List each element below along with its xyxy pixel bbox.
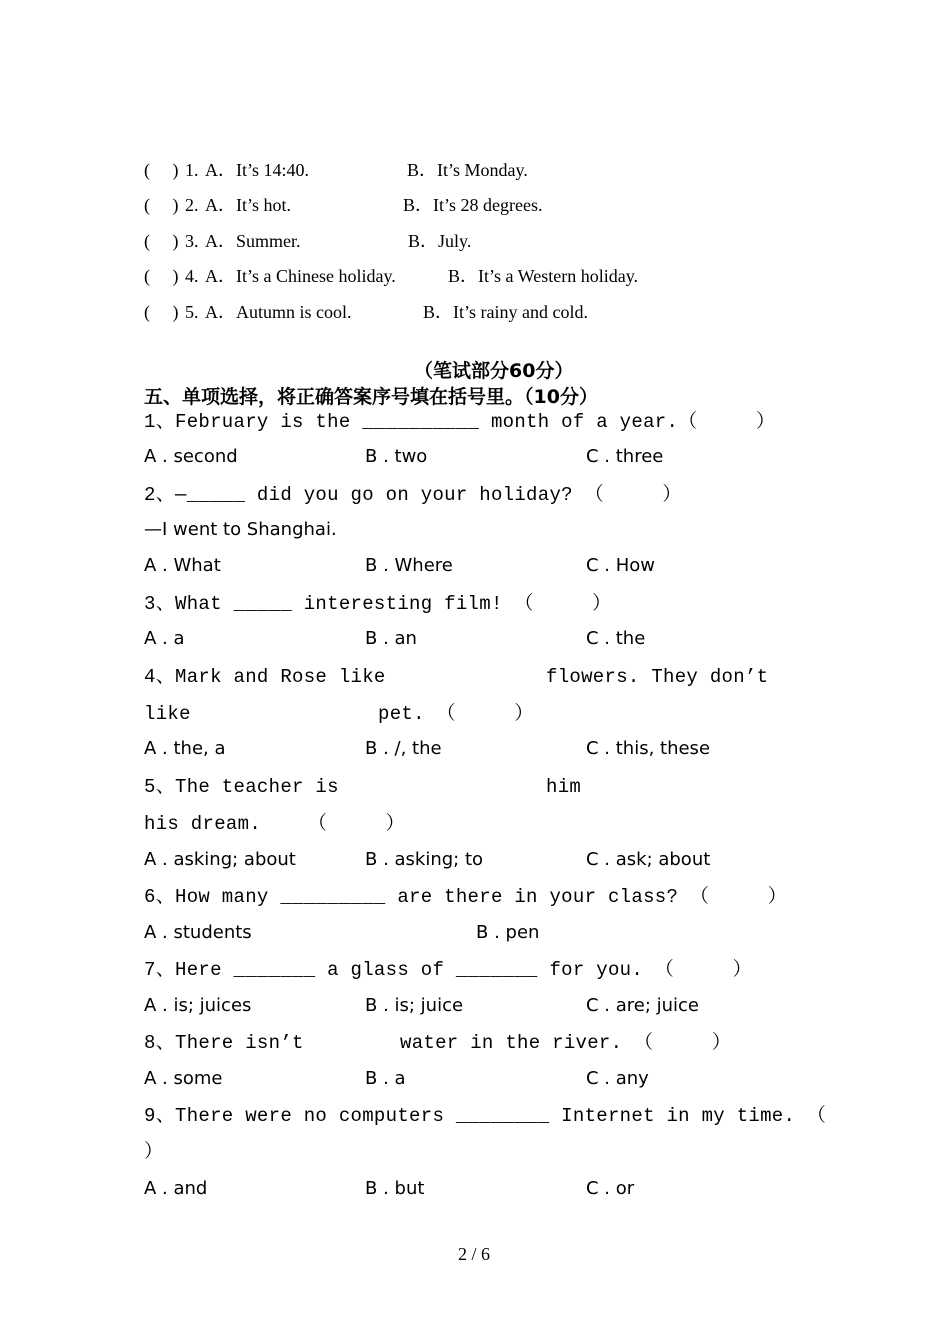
q4-option-a: A . the, a [144, 738, 226, 759]
q9-option-c: C . or [586, 1178, 635, 1199]
listening-number-5: 5. [185, 302, 199, 322]
listening-option-a-1: A．It’s 14:40. [205, 160, 310, 180]
listening-number-3: 3. [185, 231, 199, 251]
q3-option-a: A . a [144, 628, 185, 649]
listening-option-b-5: B．It’s rainy and cold. [423, 302, 588, 322]
question-5-part-1: 5、The teacher is [144, 776, 339, 798]
q4-option-c: C . this, these [586, 738, 711, 759]
q2-option-a: A . What [144, 555, 221, 576]
page-number: 2 / 6 [458, 1244, 491, 1264]
listening-option-b-3: B．July. [408, 231, 472, 251]
question-4-line-2-part-2: pet. （ ） [378, 703, 534, 725]
q8-option-a: A . some [144, 1068, 223, 1089]
q2-option-b: B . Where [365, 555, 453, 576]
question-7: 7、Here _______ a glass of _______ for you. （ ） [144, 959, 752, 981]
q4-option-b: B . /, the [365, 738, 442, 759]
listening-blank-5: ( ) [144, 302, 179, 322]
question-9: 9、There were no computers ________ Internet in my time. （ [144, 1105, 827, 1127]
q3-option-b: B . an [365, 628, 417, 649]
question-8-part-1: 8、There isn’t [144, 1032, 304, 1054]
listening-number-1: 1. [185, 160, 199, 180]
listening-option-a-2: A．It’s hot. [205, 195, 292, 215]
question-6: 6、How many _________ are there in your class? （ ） [144, 886, 787, 908]
q5-option-c: C . ask; about [586, 849, 711, 870]
q3-option-c: C . the [586, 628, 646, 649]
q5-option-a: A . asking; about [144, 849, 296, 870]
question-1: 1、February is the __________ month of a year.（ ） [144, 411, 776, 433]
q6-option-a: A . students [144, 922, 252, 943]
listening-number-2: 2. [185, 195, 199, 215]
listening-number-4: 4. [185, 266, 199, 286]
q9-option-b: B . but [365, 1178, 425, 1199]
q8-option-b: B . a [365, 1068, 406, 1089]
question-4-part-2: flowers. They don’t [546, 666, 769, 688]
listening-option-a-3: A．Summer. [205, 231, 301, 251]
listening-option-b-4: B．It’s a Western holiday. [448, 266, 639, 286]
q7-option-b: B . is; juice [365, 995, 464, 1016]
listening-option-b-2: B．It’s 28 degrees. [403, 195, 543, 215]
listening-option-b-1: B．It’s Monday. [407, 160, 528, 180]
listening-option-a-5: A．Autumn is cool. [205, 302, 352, 322]
question-5-part-2: him [546, 776, 582, 798]
question-2: 2、—_____ did you go on your holiday? （ ） [144, 484, 682, 506]
question-3: 3、What _____ interesting film! （ ） [144, 593, 612, 615]
question-9-line-2: ） [144, 1141, 164, 1163]
listening-blank-2: ( ) [144, 195, 179, 215]
question-4-part-1: 4、Mark and Rose like [144, 666, 386, 688]
listening-blank-4: ( ) [144, 266, 179, 286]
q8-option-c: C . any [586, 1068, 649, 1089]
q1-option-c: C . three [586, 446, 664, 467]
q7-option-c: C . are; juice [586, 995, 700, 1016]
question-8-part-2: water in the river. （ ） [400, 1032, 732, 1054]
section-five-title: 五、单项选择，将正确答案序号填在括号里。（10分） [144, 386, 598, 408]
question-4-line-2-part-1: like [144, 703, 191, 725]
listening-option-a-4: A．It’s a Chinese holiday. [205, 266, 396, 286]
q7-option-a: A . is; juices [144, 995, 252, 1016]
listening-blank-1: ( ) [144, 160, 179, 180]
q1-option-b: B . two [365, 446, 428, 467]
question-2-answer-line: —I went to Shanghai. [144, 519, 337, 540]
listening-blank-3: ( ) [144, 231, 179, 251]
question-5-line-2: his dream. （ ） [144, 813, 405, 835]
q1-option-a: A . second [144, 446, 238, 467]
q2-option-c: C . How [586, 555, 656, 576]
q6-option-b: B . pen [476, 922, 540, 943]
q5-option-b: B . asking; to [365, 849, 484, 870]
written-part-title: （笔试部分60分） [414, 360, 574, 382]
q9-option-a: A . and [144, 1178, 208, 1199]
